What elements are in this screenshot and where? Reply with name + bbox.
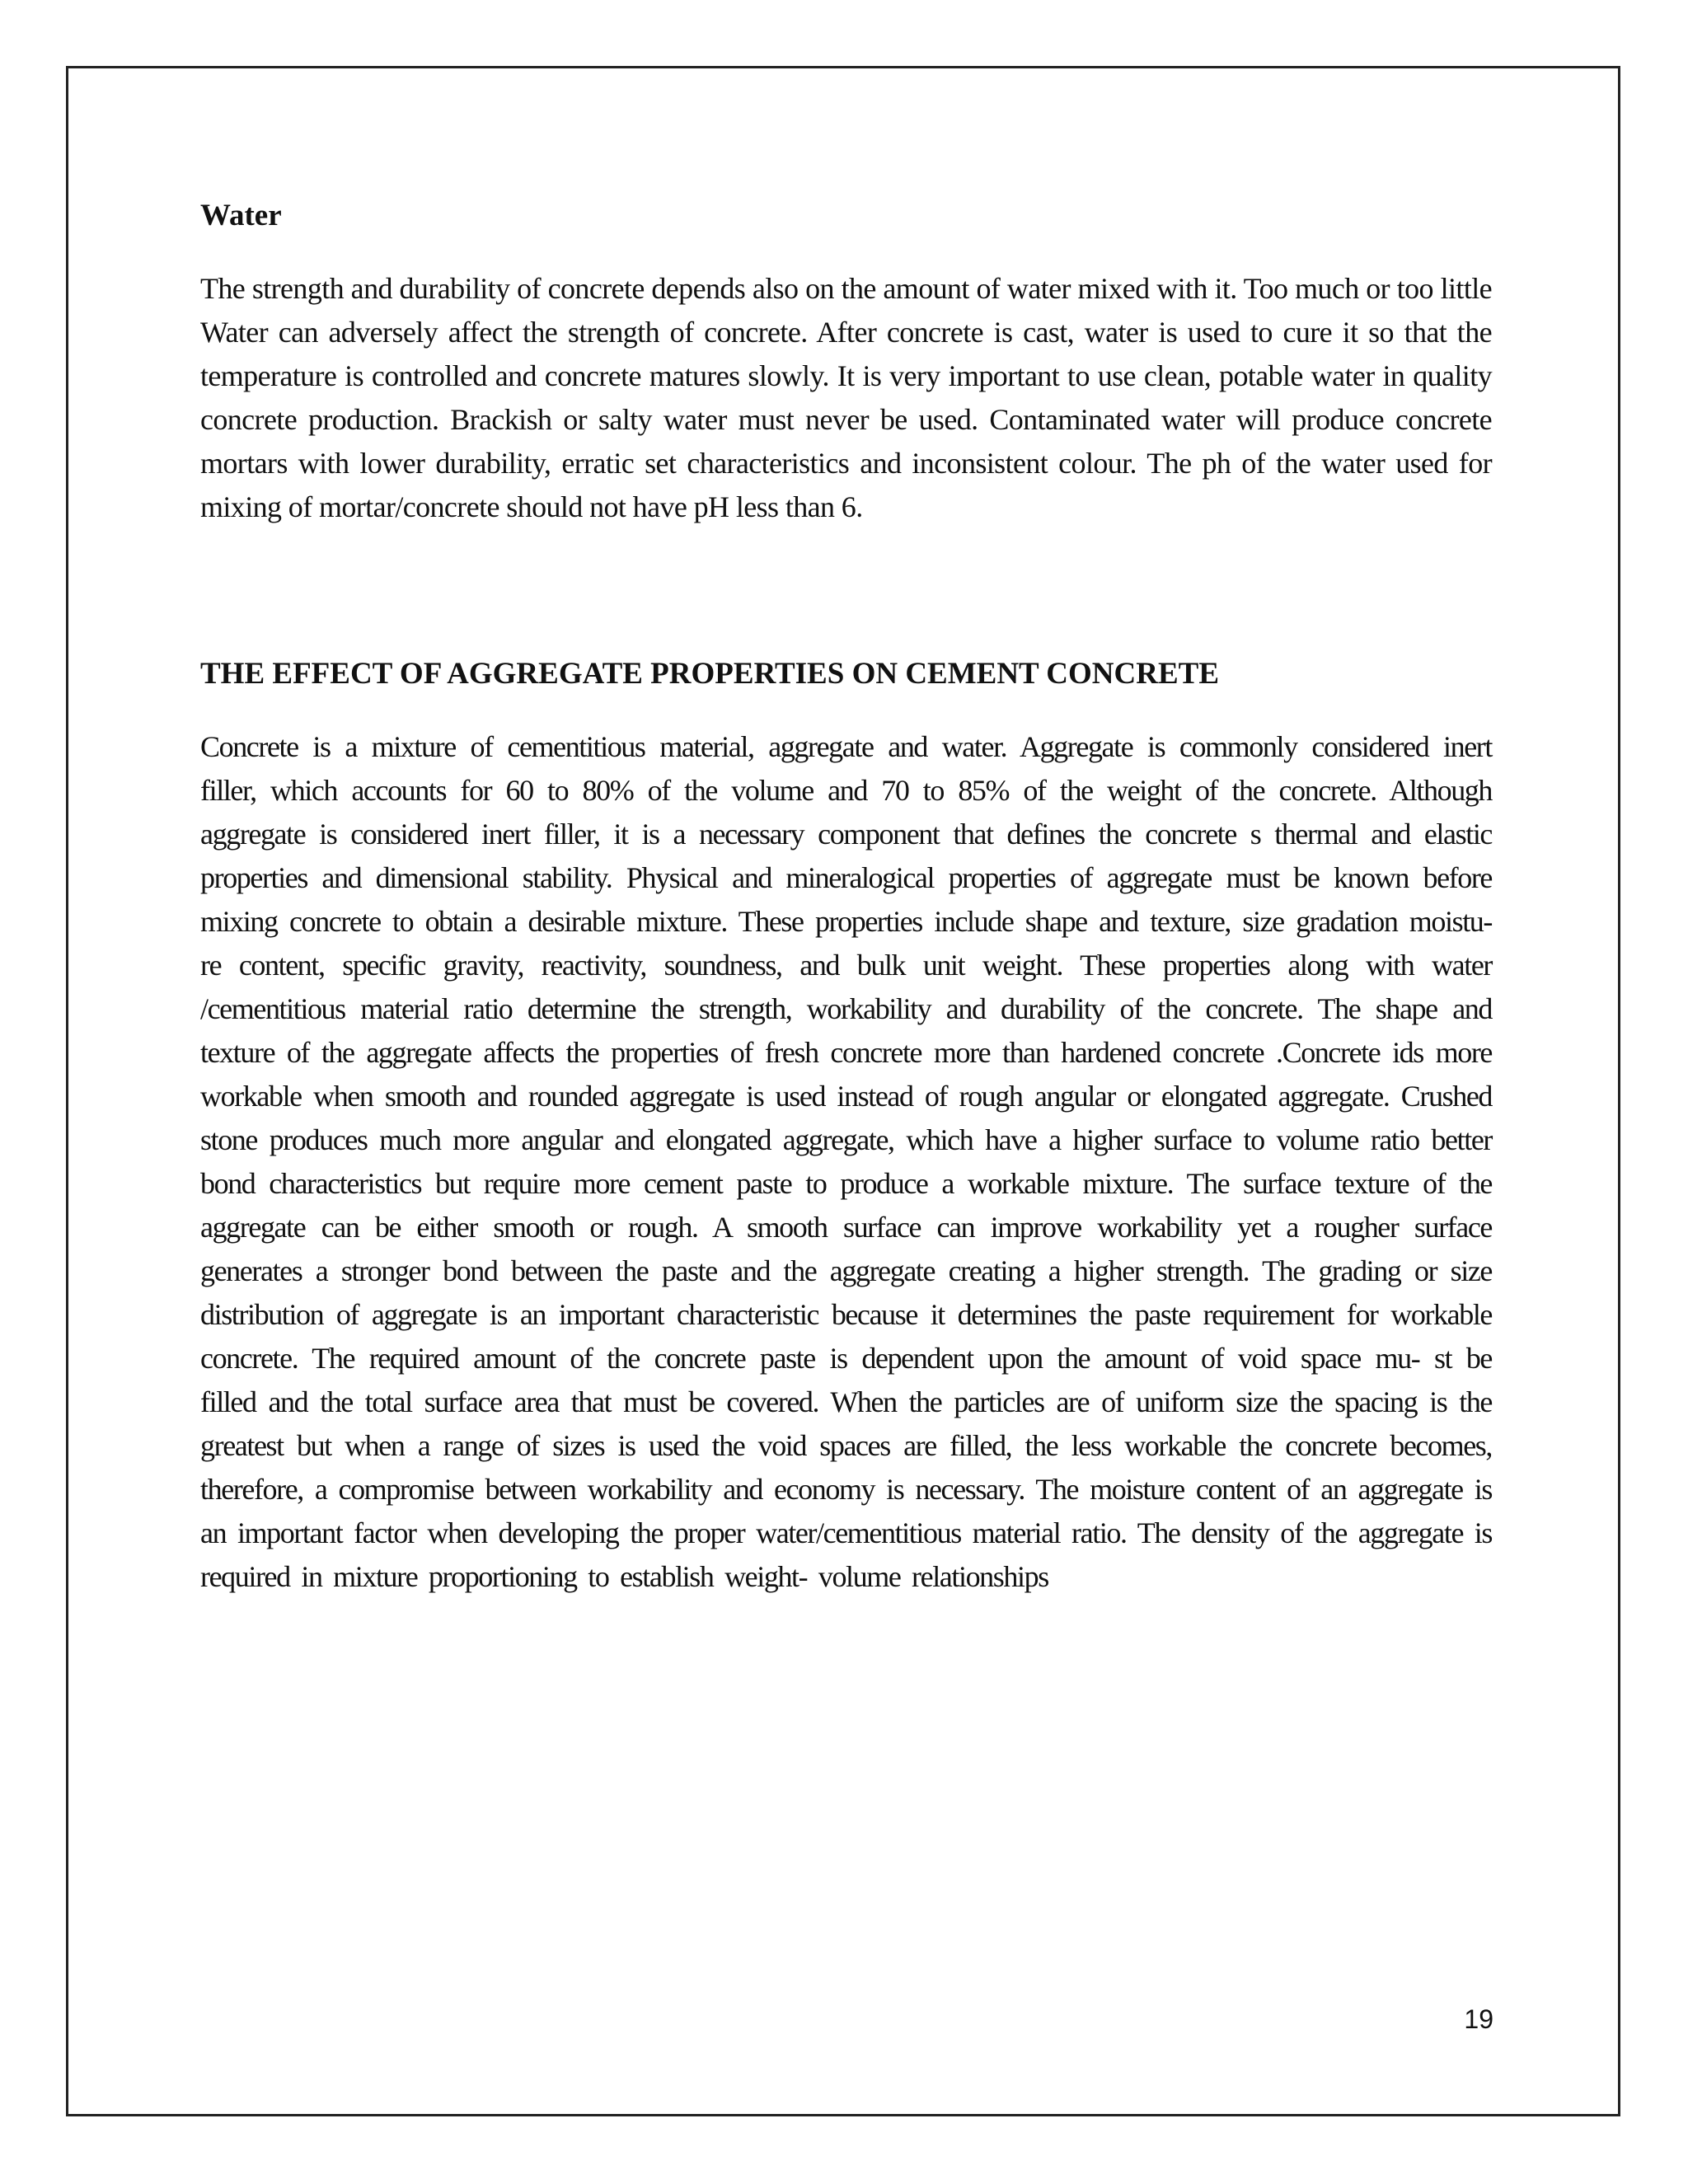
section-heading-water: Water [200, 199, 282, 232]
page-number: 19 [1464, 2004, 1493, 2034]
page-content [200, 191, 1492, 1599]
aggregate-paragraph: Concrete is a mixture of cementitious material, aggregate and water. Aggregate is commonly considered inert filler, which accounts for 60 to 80% of the volume and 70 to 85% of the weight of the concrete. Although aggregate is considered inert filler, it is a necessary component that defines the concrete s thermal and elastic properties and dimensional stability. Physical and mineralogical properties of aggregate must be known before mixing concrete to obtain a desirable mixture. These properties include shape and texture, size gradation moistu- re content, specific gravity, reactivity, soundness, and bulk unit weight. These properties along with water /cementitious material ratio determine the strength, workability and durability of the concrete. The shape and texture of the aggregate affects the properties of fresh concrete more than hardened concrete .Concrete ids more workable when smooth and rounded aggregate is used instead of rough angular or elongated aggregate. Crushed stone produces much more angular and elongated aggregate, which have a higher surface to volume ratio better bond characteristics but require more cement paste to produce a workable mixture. The surface texture of the aggregate can be either smooth or rough. A smooth surface can improve workability yet a rougher surface generates a stronger bond between the paste and the aggregate creating a higher strength. The grading or size distribution of aggregate is an important characteristic because it determines the paste requirement for workable concrete. The required amount of the concrete paste is dependent upon the amount of void space mu- st be filled and the total surface area that must be covered. When the particles are of uniform size the spacing is the greatest but when a range of sizes is used the void spaces are filled, the less workable the concrete becomes, therefore, a compromise between workability and economy is necessary. The moisture content of an aggregate is an important factor when developing the proper water/cementitious material ratio. The density of the aggregate is required in mixture proportioning to establish weight- volume relationships [200, 730, 1492, 1593]
water-paragraph: The strength and durability of concrete depends also on the amount of water mixed with it. Too much or too little Water can adversely affect the strength of concrete. After concrete is cast, water is used to cure it so that the temperature is controlled and concrete matures slowly. It is very important to use clean, potable water in quality concrete production. Brackish or salty water must never be used. Contaminated water will produce concrete mortars with lower durability, erratic set characteristics and inconsistent colour. The ph of the water used for mixing of mortar/concrete should not have pH less than 6. [200, 272, 1492, 523]
section-heading-aggregate: THE EFFECT OF AGGREGATE PROPERTIES ON CEMENT CONCRETE [200, 657, 1219, 691]
